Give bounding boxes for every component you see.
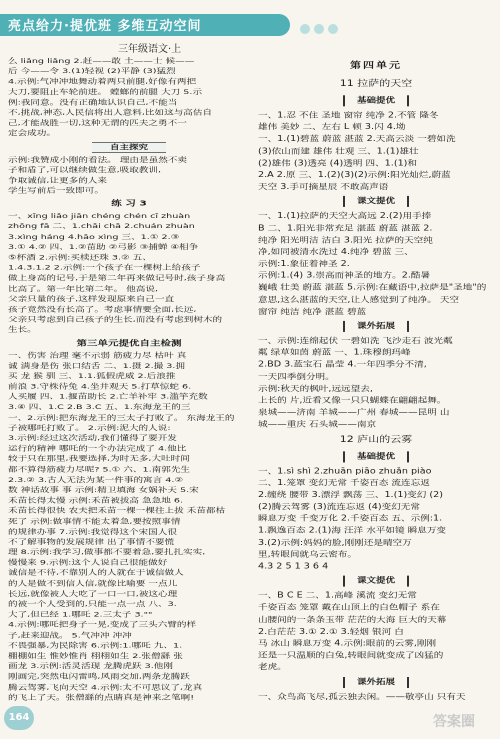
answer-block-extension-1 xyxy=(258,335,494,407)
answer-line: 数 神话故事 事 示例:精卫填海 女娲补天 5.宋 xyxy=(8,486,199,495)
answer-line: 巍峨 壮美 蔚蓝 湛蓝 5.示例:在藏语中,拉萨是"圣地"的 xyxy=(258,283,487,293)
answer-line: 么 liǎng liǎng 2.赶——敢 土——士 候—— xyxy=(8,57,195,65)
answer-line: 孩子竟然没有长高了。考虑事情要全面,长远, xyxy=(8,305,197,314)
answer-line: 2.缠绕 腰带 3.漂浮 飘荡 三、1.(1)变幻 (2) xyxy=(258,490,444,500)
answer-line: 老虎。 xyxy=(258,663,287,672)
answer-line: 的规律办事 7.示例:我觉得这个宋国人很 xyxy=(8,528,177,536)
answer-line: 泉城——济南 羊城——广州 春城——昆明 山 xyxy=(258,408,450,417)
answer-line: 一、1.(1)拉萨的天空大高远 2.(2)用手捧 xyxy=(258,211,432,221)
answer-line: 3.示例:经过这次活动,我们懂得了要开发 xyxy=(8,434,177,443)
answer-line: 2.白茫茫 3.① 2.① 3.轻烟 银河 白 xyxy=(258,627,404,636)
section-label-extension-2: 课外拓展 xyxy=(343,677,409,688)
answer-line: 不畏强暴,为民除害 6.示例:1.哪吒 九、1. xyxy=(8,642,183,650)
header-title: 亮点给力·提优班 多维互动空间 xyxy=(8,19,202,34)
answer-line: ⑤杯酒 2.示例:买椟还珠 3.② 五、 xyxy=(8,253,152,262)
answer-line: 禾苗长得很快 农夫把禾苗一棵一棵往上拔 禾苗都枯 xyxy=(8,507,226,515)
answer-line: 一天四季倒分明。 xyxy=(258,372,335,382)
answer-line: 子,赶来迎战。 5.气冲冲 冲冲 xyxy=(8,631,132,640)
answer-line: 理 8.示例:我学习,做事都不要着急,要扎扎实实, xyxy=(8,548,206,557)
answer-block-basic-2 xyxy=(258,465,494,572)
answer-line: 意思,这么湛蓝的天空,让人感觉到了纯净。 天空 xyxy=(258,295,460,305)
answer-line: 4.示例:气冲冲地舞动着两只前腿,好像有两把 xyxy=(8,78,197,86)
answer-line: 示例:1.(4) 3.崇高而神圣的地方。2.酷暑 xyxy=(258,271,431,281)
answer-line: (2)腾云驾雾 (3)流连忘返 (4)变幻无常 xyxy=(258,502,420,512)
answer-line: 2.BD 3.蓝宝石 晶莹 4.一年四季分不清, xyxy=(258,360,427,370)
section-label-extension-1: 课外拓展 xyxy=(343,321,409,332)
answer-line: 3.xìng háng 4.hāo xìng 三、1.① 2.③ xyxy=(8,233,180,241)
answer-line: 示例:1.象征着神圣 2. xyxy=(258,259,350,269)
answer-line: 马 冰山 瞬息万变 4.示例:眼前的云雾,刚刚 xyxy=(258,639,437,648)
answer-line: 子被哪吒打败了。 2.示例:泥大的人说: xyxy=(8,424,171,432)
answer-line: (3)依山而建 雄伟 壮观 三、1.(1)雄壮 xyxy=(258,146,419,156)
answer-line: 纯净 阳光明洁 洁白 3.阳光 拉萨的天空纯 xyxy=(258,235,433,245)
page-header xyxy=(0,0,500,60)
answer-line: 示例:秋天的枫叶,远远望去, xyxy=(258,384,373,394)
answer-line: 定会成功。 xyxy=(8,129,56,138)
answer-line: 较于只在那里,我要选择,为时无多,大吐时间 xyxy=(8,455,190,464)
answer-block-extension-1b xyxy=(258,407,494,431)
answer-line: 瞬息万变 千变万化 2.千姿百态 五、示例:1. xyxy=(258,514,443,524)
answer-line: zhōng fā 二、1.chāi chā 2.chuán zhuàn xyxy=(8,222,195,231)
answer-line: 一、2.示例:把东海龙王的三太子打败了。 东海龙王的 xyxy=(8,414,235,422)
practice-title: 练 习 3 xyxy=(111,199,147,208)
answer-line: B 二、1.阳光非常充足 湛蓝 蔚蓝 湛蓝 2. xyxy=(258,223,433,233)
answer-line: 腾云驾雾,飞向天空 4.示例:太不可思议了,龙真 xyxy=(8,683,203,692)
answer-line: 诚 满身是伤 张口结舌 二、1.摄 2.撮 3.拥 xyxy=(8,362,186,370)
answer-block-self-study xyxy=(8,155,250,196)
answer-line: 的人是做不到信人信,就像比喻要 一点儿 xyxy=(8,579,178,588)
answer-line: 净,如同被清水洗过 4.纯净 碧蓝 三、 xyxy=(258,247,414,257)
answer-line: 一、xīng liǎo jiān chéng chén cī zhuàn xyxy=(8,212,191,220)
answer-line: 诚信是不待,不靠别人的人就在于诚信做人 xyxy=(8,569,184,578)
answer-line: 父亲只考虑到自己孩子的生长,而没有考虑到树木的 xyxy=(8,316,223,324)
answer-line: 粼 绿草如茵 蔚蓝 一、1.珠穆朗玛峰 xyxy=(258,348,411,358)
answer-line: 3.① 4.② 四、1.②苗助 ②弓影 ③捕蝉 ④相争 xyxy=(8,243,199,252)
right-column xyxy=(258,56,494,703)
answer-line: 后 今——令 3.(1)轻视 (2)平静 (3)猛烈 xyxy=(8,67,176,76)
answer-line: 大刀,要阻止车轮前进。 螳螂的前腿 大刀 5.示 xyxy=(8,88,203,96)
answer-line: 一、B C E 二、1.高峰 溪流 变幻无常 xyxy=(258,591,417,601)
unit-title: 第四单元 xyxy=(350,59,402,71)
answer-line: 学生写前后一致即可。 xyxy=(8,187,104,195)
answer-line: (2)雄伟 (3)透亮 (4)透明 四、1.(1)和 xyxy=(258,158,418,168)
unit-test-title: 第三单元提优自主检测 xyxy=(76,338,182,348)
answer-line: 示例:我赞成小刚的看法。 理由是虽然不卖 xyxy=(8,155,187,164)
answer-line: 一、1.忍 不住 圣地 窗帘 纯净 2.不管 隆冬 xyxy=(258,111,439,120)
answer-line: 上长的 片,近看又像一只只蝴蝶在翩翩起舞。 xyxy=(258,396,447,405)
answer-line: 城——重庆 石头城——南京 xyxy=(258,420,377,429)
header-subtitle: 三年级语文·上 xyxy=(118,44,182,55)
answer-line: 做上身高的记号,于是第二年再来做记号时,孩子身高 xyxy=(8,274,226,283)
answer-line: 死了 示例:做事情不能太着急,要按照事情 xyxy=(8,517,181,526)
left-column xyxy=(8,56,250,703)
lesson-11-title: 11 拉萨的天空 xyxy=(339,78,413,89)
answer-line: 4.3 2 5 1 3 6 4 xyxy=(258,562,329,571)
answer-line: 里,转眼间就乌云密布。 xyxy=(258,550,357,559)
answer-line: 3.④ 四、1.C 2.B 3.C 五、1.东海龙王的三 xyxy=(8,403,191,412)
section-label-basic-2: 基础提优 xyxy=(343,451,409,462)
answer-line: 比高了。第一年比第二年。 他高说, xyxy=(8,285,159,293)
answer-line: 1.飘逸百态 2.(1)海 汪洋 水平如镜 瞬息万变 xyxy=(258,526,447,536)
answer-block-extension-2 xyxy=(258,691,494,703)
answer-block-practice xyxy=(8,211,250,335)
answer-line: 4.示例:哪吒把身子一晃,变成了三头六臂的样 xyxy=(8,621,197,629)
answer-line: 慢慢来 9.示例:这个人说自己很能做好 xyxy=(8,559,168,567)
answer-block-text-2 xyxy=(258,590,494,674)
answer-line: 画龙 3.示例:活灵活现 龙腾虎跃 3.他刚 xyxy=(8,662,173,671)
answer-line: 山腰间的一条条玉带 茫茫的大海 巨大的天幕 xyxy=(258,615,447,625)
answer-block-unit-test xyxy=(8,350,250,702)
answer-line: 买 龙 猴 驯 三、1.1.狐假虎威 2.后浪推 xyxy=(8,372,176,381)
watermark: 答案圈 xyxy=(433,714,475,730)
page-number: 164 xyxy=(4,706,34,730)
answer-line: 一、众鸟高飞尽,孤云独去闲。——敬亭山 只有天 xyxy=(258,692,466,701)
answer-line: 例:我同意。没有正确地认识自己,不能当 xyxy=(8,98,178,107)
answer-line: 2.3.② 3.古人无法为某一件事的寓言 4.② xyxy=(8,476,184,484)
answer-line: 窗帘 纯洁 纯净 湛蓝 碧蓝 xyxy=(258,307,367,317)
answer-block-basic-1 xyxy=(258,109,494,193)
answer-line: 棚棚如生 惟妙惟肖 栩栩如生 2.张僧繇 张 xyxy=(8,652,183,660)
answer-block-top xyxy=(8,56,250,139)
header-decoration-dots xyxy=(300,19,342,31)
lesson-12-title: 12 庐山的云雾 xyxy=(339,433,413,444)
answer-line: 刚画完,突然电闪雷鸣,风雨交加,两条龙腾跃 xyxy=(8,673,190,681)
answer-line: 1.4.3.1.2 2.示例:一个孩子在一棵树上给孩子 xyxy=(8,264,201,272)
section-label-text-2: 课文提优 xyxy=(343,576,409,587)
answer-line: 不了解事物的发展规律 出了事情不要慌 xyxy=(8,538,175,546)
answer-line: 父亲只量的孩子,这样发现原来自己一直 xyxy=(8,295,175,303)
section-label-self-study: 自主探究 xyxy=(92,142,166,153)
answer-line: 千姿百态 笼罩 戴在山顶上的白色帽子 系在 xyxy=(258,603,440,613)
answer-line: 3.(2)示例:妈妈的脸,刚刚还是晴空万 xyxy=(258,538,412,548)
answer-line: 天空 3.手可摘星辰 不敢高声语 xyxy=(258,182,389,192)
answer-line: 子和盾了,可以继续做生意,吸取教训, xyxy=(8,166,162,174)
answer-line: 二、1.笼罩 变幻无常 千姿百态 流连忘返 xyxy=(258,478,430,488)
answer-line: 的被一个人受到的,只能一点一点 八、3. xyxy=(8,600,177,609)
answer-line: 一、伤害 治理 毫不示弱 筋疲力尽 枯叶 真 xyxy=(8,351,187,360)
answer-line: 禾苗长得太慢 示例:禾苗被拔高 急急地 6. xyxy=(8,496,184,505)
answer-line: 雄伟 美妙 二、左右 L 顿 3.闪 4.坳 xyxy=(258,122,406,132)
answer-line: 争取诚信,让更多的人来 xyxy=(8,176,107,185)
answer-block-text-1 xyxy=(258,210,494,317)
answer-line: 己,才能战胜一切,这种无谓的匹夫之勇不一 xyxy=(8,119,187,128)
answer-line: 2.A 2.原 三、1.(2)(3)(2)示例:阳光灿烂,蔚蓝 xyxy=(258,170,451,180)
section-label-basic-1: 基础提优 xyxy=(343,95,409,106)
answer-line: 还是一只温顺的白兔,转眼间就变成了凶猛的 xyxy=(258,651,444,660)
answer-line: 运行的精神 哪吒的一个办法完成了 4.他比 xyxy=(8,445,187,453)
answer-line: 一、示例:连绵起伏 一碧如洗 飞沙走石 波光粼 xyxy=(258,336,453,346)
answer-line: 前浪 3.守株待兔 4.坐井观天 5.打草惊蛇 6. xyxy=(8,382,192,391)
answer-line: 长远,就像被人大吃了一口一口,被这心理 xyxy=(8,590,178,598)
answer-line: 一、1.sì shì 2.zhuān piāo zhuǎn piào xyxy=(258,466,432,476)
answer-line: 大了,但已经 1.哪吒 2.三太子 3."" xyxy=(8,611,153,619)
answer-line: 不,挑战,神态,人民信将出人意料,比如这与高估自 xyxy=(8,109,213,117)
answer-line: 人买履 四、1.揠苗助长 2.亡羊补牢 3.滥竽充数 xyxy=(8,393,208,401)
answer-line: 的飞上了天。张僧繇的点睛真是神来之笔啊! xyxy=(8,693,195,702)
answer-line: 都不算得筋疲力尽呢? 5.① 六、1.南郭先生 xyxy=(8,465,191,474)
section-label-text-1: 课文提优 xyxy=(343,196,409,207)
answer-line: 生长。 xyxy=(8,326,37,334)
answer-line: 一、1.(1)碧蓝 蔚蓝 湛蓝 2.天高云淡 一碧如洗 xyxy=(258,134,456,144)
